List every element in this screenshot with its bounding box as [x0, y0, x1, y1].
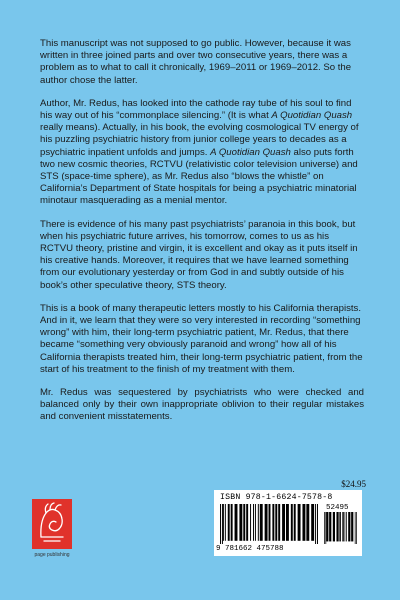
- barcode-bar: [302, 504, 305, 541]
- barcode-bar: [298, 504, 301, 541]
- barcode-bar: [336, 512, 338, 541]
- barcode-guard-bar: [317, 504, 318, 544]
- barcode-guard-bar: [324, 512, 325, 544]
- barcode-bar: [346, 512, 347, 541]
- barcode-bar: [348, 512, 350, 541]
- barcode-bar: [275, 504, 277, 541]
- barcode-bar: [345, 512, 346, 541]
- barcode-bar: [278, 504, 280, 541]
- barcode-guard-bar: [222, 504, 223, 544]
- barcode-guard-bar: [315, 504, 316, 544]
- barcode-bar: [311, 504, 314, 541]
- barcode-bar: [243, 504, 245, 541]
- barcode-guard-bar: [325, 512, 326, 544]
- barcode-bar: [258, 504, 259, 541]
- isbn-barcode: [220, 504, 318, 544]
- blurb-paragraph-1: This manuscript was not supposed to go public. However, because it was written in three joined parts and over two consecutive years, there was a problem as to what to call it chronically, 1969–2011 or 1969–2012. So the author chose the latter.: [40, 38, 352, 86]
- barcode-bar: [246, 504, 248, 541]
- barcode-bar: [342, 512, 343, 541]
- barcode-guard-bar: [220, 504, 221, 544]
- barcode-bar: [339, 512, 340, 541]
- barcode-bar: [329, 512, 331, 541]
- blurb-text: [40, 38, 364, 435]
- barcode-bar: [253, 504, 254, 541]
- barcode-bar: [269, 504, 271, 541]
- barcode-guard-bar: [355, 512, 356, 544]
- barcode-bar: [265, 504, 268, 541]
- barcode-block: [214, 490, 362, 556]
- blurb-paragraph-2-part-c: also puts forth two new cosmic theories, RCTVU (relativistic color television universe) and STS (space-time sphere), as Mr. Redus also “blows the whistle” on California’s Department of State hospitals for being a psychiatric minatorial minotaur masquerading as a menial mentor.: [40, 146, 358, 207]
- barcode-bar: [223, 504, 224, 541]
- blurb-paragraph-2-part-b: really means). Actually, in his book, the evolving cosmological TV energy of his puzzling psychiatric history from junior college years to decades as a psychiatric inpatient unfolds and jumps.: [40, 122, 359, 158]
- blurb-paragraph-4: This is a book of many therapeutic letters mostly to his California therapists. And in it, we learn that they were so very interested in recording “something wrong” with him, their long-term psychiatric patient, Mr. Redus, that there became “something very obviously paranoid and wrong” how all of his California therapists treated him, their long-term psychiatric patient, from the start of his treatment to the finish of my treatment with them.: [40, 302, 363, 375]
- barcode-bar: [239, 504, 242, 541]
- barcode-bar: [250, 504, 251, 541]
- price-addon-code: 52495: [326, 504, 349, 512]
- barcode-bar: [255, 504, 256, 541]
- barcode-bar: [306, 504, 309, 541]
- barcode-bar: [231, 504, 233, 541]
- barcode-bar: [235, 504, 238, 541]
- barcode-bar: [294, 504, 296, 541]
- blurb-paragraph-5: Mr. Redus was sequestered by psychiatrists who were checked and balanced only by their own inappropriate oblivion to their regular mistakes and convenient misstatements.: [40, 387, 364, 423]
- book-title-italic: A Quotidian Quash: [210, 146, 291, 158]
- blurb-paragraph-2: [40, 98, 364, 208]
- blurb-paragraph-3: There is evidence of his many past psychiatrists’ paranoia in this book, but when his psychiatric future arrives, his tomorrow, comes to us as his RCTVU theory, pristine and virgin, it is excellent and okay as it puts itself in his creative hands. Moreover, it requires that we have learned something from our evolutionary yesterday or from God in and subtly outside of his book’s other speculative theory, STS theory.: [40, 218, 358, 291]
- barcode-bar: [326, 512, 328, 541]
- publisher-name: page publishing: [34, 552, 70, 558]
- barcode-bar: [225, 504, 226, 541]
- barcode-bar: [272, 504, 274, 541]
- barcode-bar: [228, 504, 230, 541]
- price-addon-barcode: [324, 512, 357, 544]
- book-title-italic: A Quotidian Quash: [271, 110, 353, 122]
- isbn-label: ISBN 978-1-6624-7578-8: [220, 493, 333, 502]
- barcode-bar: [291, 504, 293, 541]
- price-label: $24.95: [341, 479, 366, 489]
- barcode-digits: 9 781662 475788: [216, 545, 284, 553]
- blurb-paragraph-2-part-a: Author, Mr. Redus, has looked into the cathode ray tube of his soul to find his way out of his “commonplace silencing.” (It is what: [40, 97, 352, 122]
- barcode-bar: [260, 504, 263, 541]
- barcode-guard-bar: [356, 512, 357, 544]
- publisher-logo-icon: [32, 499, 72, 549]
- barcode-bar: [351, 512, 353, 541]
- barcode-bar: [282, 504, 285, 541]
- barcode-bar: [333, 512, 335, 541]
- barcode-bar: [286, 504, 289, 541]
